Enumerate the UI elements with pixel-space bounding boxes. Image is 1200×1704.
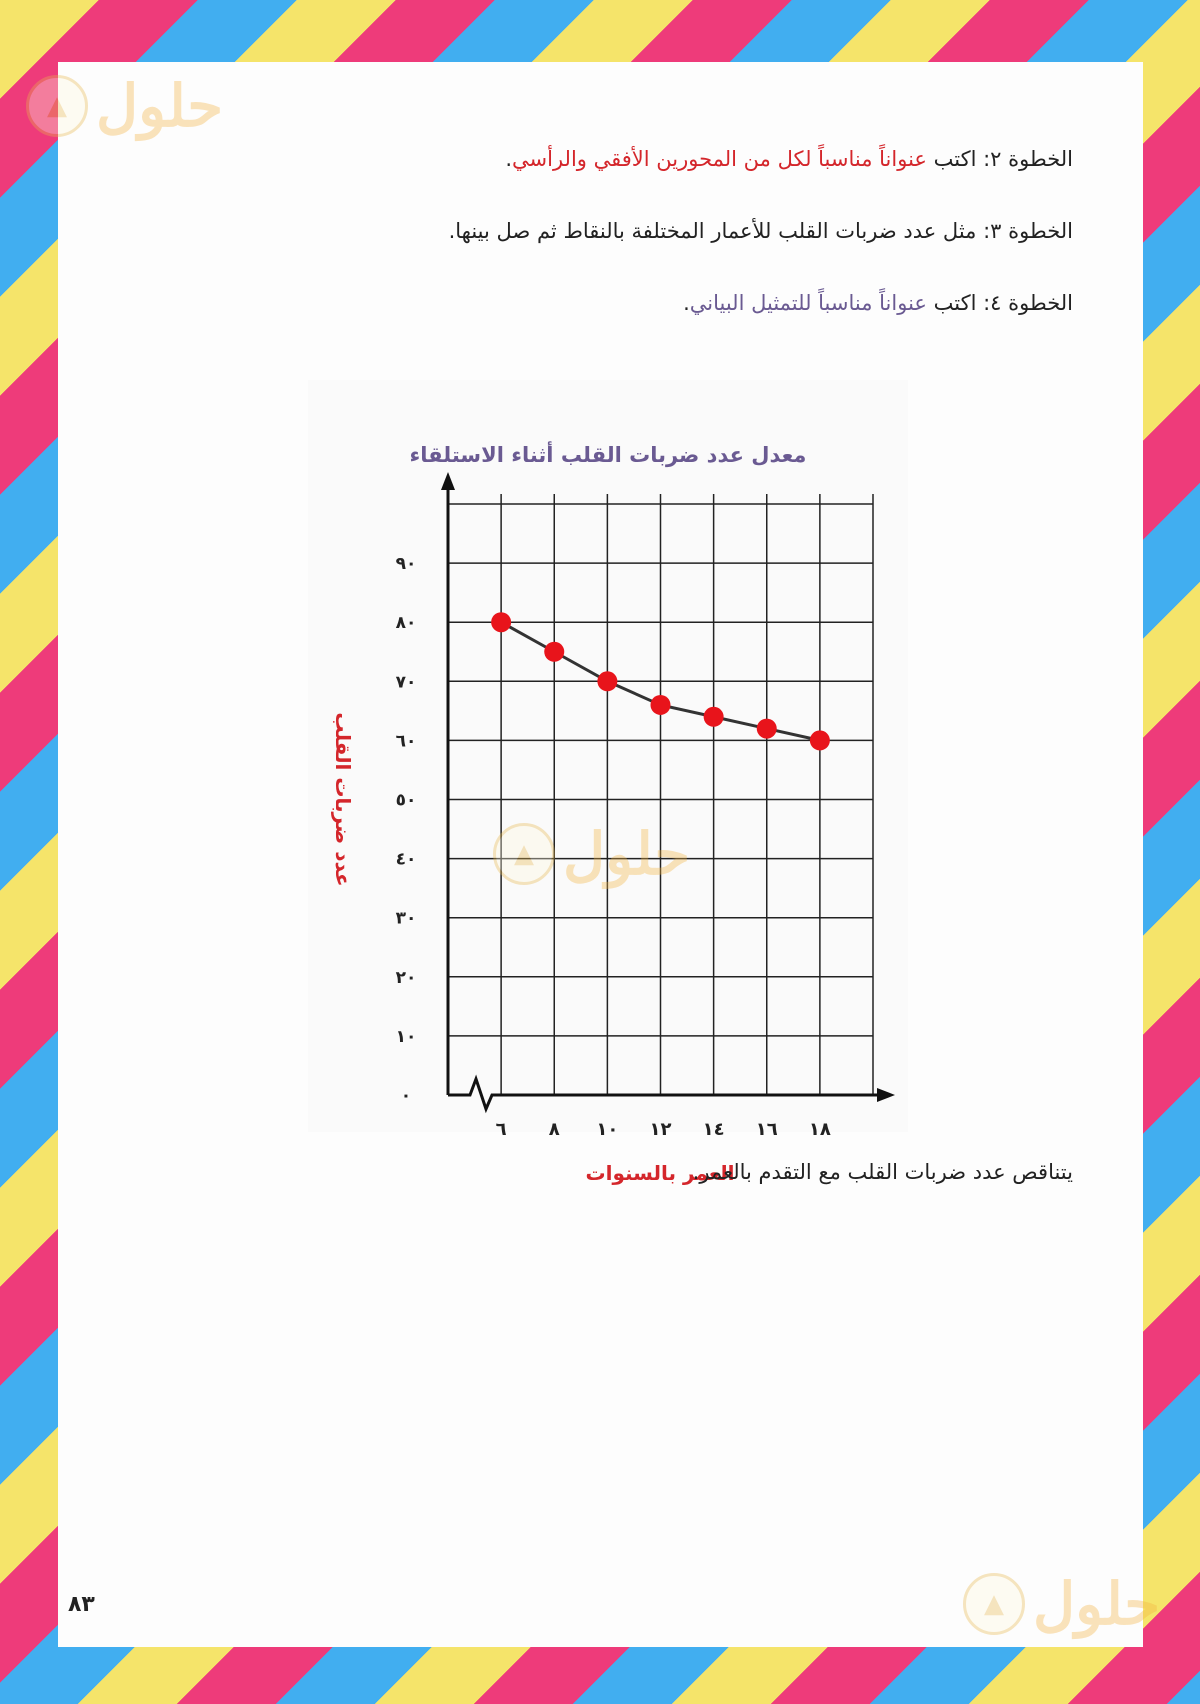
x-tick-label: ١٨ bbox=[808, 1119, 831, 1140]
y-tick-label: ٨٠ bbox=[395, 613, 417, 634]
x-axis-arrow-icon bbox=[877, 1088, 895, 1102]
x-tick-label: ١٦ bbox=[755, 1119, 778, 1140]
y-tick-label: ٩٠ bbox=[395, 554, 417, 575]
x-axis bbox=[448, 1079, 883, 1109]
y-axis-label: عدد ضربات القلب bbox=[331, 712, 355, 887]
brand-logo-watermark bbox=[493, 820, 690, 888]
brand-logo-text: حلول bbox=[96, 72, 224, 140]
y-axis-arrow-icon bbox=[441, 472, 455, 490]
book-icon: ▲ bbox=[26, 75, 88, 137]
conclusion-text: يتناقص عدد ضربات القلب مع التقدم بالعمر. bbox=[692, 1160, 1073, 1184]
step-text: الخطوة ٢: اكتب bbox=[926, 147, 1073, 171]
y-tick-label: ٣٠ bbox=[395, 908, 417, 929]
y-tick-label: ٥٠ bbox=[395, 790, 417, 811]
x-tick-label: ١٤ bbox=[702, 1119, 725, 1140]
chart-title: معدل عدد ضربات القلب أثناء الاستلقاء bbox=[409, 443, 807, 467]
step-3 bbox=[173, 214, 1073, 248]
step-highlight: عنواناً مناسباً لكل من المحورين الأفقي والرأسي bbox=[512, 147, 927, 171]
book-icon: ▲ bbox=[493, 823, 555, 885]
step-suffix: . bbox=[505, 147, 513, 171]
data-point bbox=[757, 719, 777, 739]
instruction-steps bbox=[173, 142, 1073, 358]
y-tick-label: ٧٠ bbox=[395, 672, 417, 693]
brand-logo-top bbox=[26, 72, 223, 140]
y-tick-label: ٠ bbox=[400, 1086, 412, 1106]
data-point bbox=[491, 612, 511, 632]
x-tick-label: ٨ bbox=[548, 1119, 560, 1140]
y-tick-label: ٦٠ bbox=[395, 731, 417, 752]
x-axis-label: العمر بالسنوات bbox=[585, 1161, 735, 1185]
y-tick-label: ١٠ bbox=[395, 1026, 417, 1047]
brand-logo-text: حلول bbox=[563, 820, 691, 888]
worksheet-page bbox=[47, 62, 1161, 1647]
step-highlight: عنواناً مناسباً للتمثيل البياني bbox=[689, 291, 927, 315]
data-point bbox=[597, 671, 617, 691]
y-tick-label: ٤٠ bbox=[395, 849, 417, 870]
step-2 bbox=[173, 142, 1073, 176]
data-point bbox=[651, 695, 671, 715]
page-number: ٨٣ bbox=[68, 1592, 95, 1617]
book-icon: ▲ bbox=[963, 1573, 1025, 1635]
step-suffix: . bbox=[683, 291, 690, 315]
y-tick-label: ٢٠ bbox=[395, 967, 417, 988]
data-point bbox=[544, 642, 564, 662]
x-tick-label: ١٠ bbox=[596, 1119, 619, 1140]
data-point bbox=[810, 730, 830, 750]
x-tick-label: ١٢ bbox=[649, 1119, 672, 1140]
step-4 bbox=[173, 286, 1073, 320]
brand-logo-text: حلول bbox=[1033, 1570, 1161, 1638]
step-text: الخطوة ٤: اكتب bbox=[926, 291, 1073, 315]
x-tick-label: ٦ bbox=[495, 1119, 507, 1140]
data-point bbox=[704, 707, 724, 727]
brand-logo-bottom bbox=[963, 1570, 1160, 1638]
step-text: الخطوة ٣: مثل عدد ضربات القلب للأعمار المختلفة بالنقاط ثم صل بينها. bbox=[448, 219, 1073, 243]
